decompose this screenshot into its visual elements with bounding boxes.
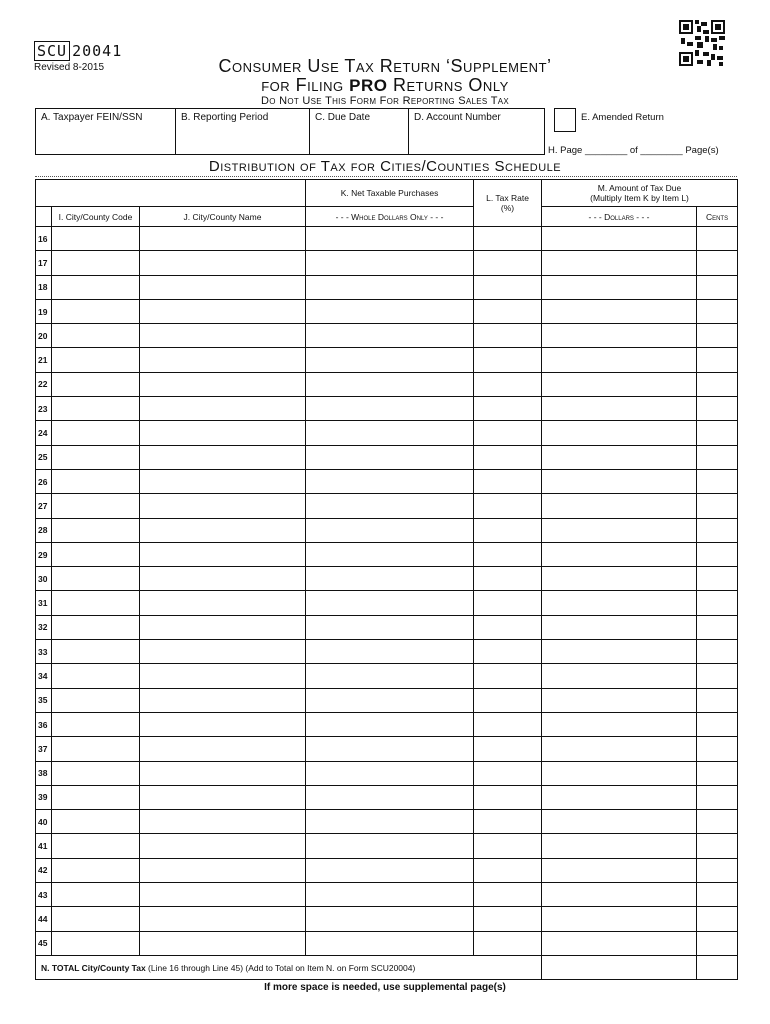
tax-due-cents-input[interactable] xyxy=(697,858,738,882)
line-number: 17 xyxy=(36,251,52,275)
tax-due-dollars-input[interactable] xyxy=(542,518,697,542)
footer-note: If more space is needed, use supplemental page(s) xyxy=(264,982,506,993)
line-number: 32 xyxy=(36,615,52,639)
city-county-code-input[interactable] xyxy=(52,299,140,323)
city-county-name-input[interactable] xyxy=(140,785,306,809)
table-row xyxy=(36,883,738,907)
tax-due-cents-input[interactable] xyxy=(697,640,738,664)
subtitle-post: Returns Only xyxy=(387,75,509,95)
table-row xyxy=(36,324,738,348)
tax-due-dollars-input[interactable] xyxy=(542,737,697,761)
tax-due-cents-input[interactable] xyxy=(697,251,738,275)
line-number: 45 xyxy=(36,931,52,955)
col-k-sub-header: - - - Whole Dollars Only - - - xyxy=(306,207,474,227)
city-county-code-input[interactable] xyxy=(52,469,140,493)
reporting-period-field[interactable]: B. Reporting Period xyxy=(176,109,310,154)
line-number: 35 xyxy=(36,688,52,712)
city-county-code-input[interactable] xyxy=(52,761,140,785)
table-row xyxy=(36,737,738,761)
distribution-table xyxy=(35,179,738,980)
net-taxable-purchases-input[interactable] xyxy=(306,688,474,712)
tax-rate-input[interactable] xyxy=(474,275,542,299)
line-number: 31 xyxy=(36,591,52,615)
tax-rate-input[interactable] xyxy=(474,494,542,518)
total-label xyxy=(36,955,542,979)
tax-rate-input[interactable] xyxy=(474,469,542,493)
tax-due-dollars-input[interactable] xyxy=(542,907,697,931)
tax-due-dollars-input[interactable] xyxy=(542,931,697,955)
tax-due-dollars-input[interactable] xyxy=(542,761,697,785)
due-date-field[interactable]: C. Due Date xyxy=(310,109,409,154)
city-county-code-input[interactable] xyxy=(52,275,140,299)
net-taxable-purchases-input[interactable] xyxy=(306,227,474,251)
table-row xyxy=(36,907,738,931)
tax-rate-input[interactable] xyxy=(474,688,542,712)
tax-due-dollars-input[interactable] xyxy=(542,785,697,809)
net-taxable-purchases-input[interactable] xyxy=(306,712,474,736)
line-number: 27 xyxy=(36,494,52,518)
net-taxable-purchases-input[interactable] xyxy=(306,834,474,858)
line-number: 28 xyxy=(36,518,52,542)
city-county-code-input[interactable] xyxy=(52,348,140,372)
tax-rate-input[interactable] xyxy=(474,883,542,907)
city-county-code-input[interactable] xyxy=(52,324,140,348)
table-row xyxy=(36,761,738,785)
city-county-name-input[interactable] xyxy=(140,372,306,396)
table-row xyxy=(36,567,738,591)
city-county-name-input[interactable] xyxy=(140,421,306,445)
line-number: 33 xyxy=(36,640,52,664)
tax-rate-input[interactable] xyxy=(474,810,542,834)
tax-due-dollars-input[interactable] xyxy=(542,227,697,251)
table-row xyxy=(36,469,738,493)
line-number: 25 xyxy=(36,445,52,469)
table-row xyxy=(36,858,738,882)
table-row xyxy=(36,227,738,251)
col-m-sub: (Multiply Item K by Item L) xyxy=(590,193,689,203)
tax-rate-input[interactable] xyxy=(474,615,542,639)
net-taxable-purchases-input[interactable] xyxy=(306,761,474,785)
tax-rate-input[interactable] xyxy=(474,907,542,931)
net-taxable-purchases-input[interactable] xyxy=(306,397,474,421)
net-taxable-purchases-input[interactable] xyxy=(306,494,474,518)
tax-due-cents-input[interactable] xyxy=(697,761,738,785)
tax-due-dollars-input[interactable] xyxy=(542,858,697,882)
total-row xyxy=(36,955,738,979)
tax-due-cents-input[interactable] xyxy=(697,664,738,688)
line-number: 42 xyxy=(36,858,52,882)
tax-due-cents-input[interactable] xyxy=(697,348,738,372)
table-row xyxy=(36,785,738,809)
tax-due-dollars-input[interactable] xyxy=(542,469,697,493)
tax-rate-input[interactable] xyxy=(474,591,542,615)
net-taxable-purchases-input[interactable] xyxy=(306,931,474,955)
city-county-code-input[interactable] xyxy=(52,737,140,761)
line-number: 43 xyxy=(36,883,52,907)
tax-rate-input[interactable] xyxy=(474,834,542,858)
city-county-name-input[interactable] xyxy=(140,858,306,882)
tax-due-dollars-input[interactable] xyxy=(542,542,697,566)
city-county-name-input[interactable] xyxy=(140,737,306,761)
tax-due-dollars-input[interactable] xyxy=(542,421,697,445)
table-row xyxy=(36,518,738,542)
line-number: 37 xyxy=(36,737,52,761)
table-row xyxy=(36,251,738,275)
qr-code-icon xyxy=(679,20,725,66)
city-county-name-input[interactable] xyxy=(140,688,306,712)
table-row xyxy=(36,931,738,955)
table-row xyxy=(36,494,738,518)
city-county-code-input[interactable] xyxy=(52,858,140,882)
city-county-name-input[interactable] xyxy=(140,640,306,664)
tax-due-cents-input[interactable] xyxy=(697,591,738,615)
tax-rate-input[interactable] xyxy=(474,227,542,251)
city-county-code-input[interactable] xyxy=(52,421,140,445)
table-row xyxy=(36,640,738,664)
city-county-code-input[interactable] xyxy=(52,712,140,736)
net-taxable-purchases-input[interactable] xyxy=(306,640,474,664)
tax-rate-input[interactable] xyxy=(474,542,542,566)
line-number: 29 xyxy=(36,542,52,566)
tax-due-dollars-input[interactable] xyxy=(542,615,697,639)
schedule-title: Distribution of Tax for Cities/Counties Schedule xyxy=(208,158,562,175)
net-taxable-purchases-input[interactable] xyxy=(306,567,474,591)
city-county-name-input[interactable] xyxy=(140,348,306,372)
col-j-header: J. City/County Name xyxy=(140,207,306,227)
table-row xyxy=(36,445,738,469)
page-of-pages: H. Page ________ of ________ Page(s) xyxy=(548,145,719,156)
tax-due-dollars-input[interactable] xyxy=(542,688,697,712)
col-l-label: L. Tax Rate xyxy=(486,193,529,203)
taxpayer-fein-field[interactable]: A. Taxpayer FEIN/SSN xyxy=(36,109,176,154)
table-row xyxy=(36,664,738,688)
line-number: 21 xyxy=(36,348,52,372)
net-taxable-purchases-input[interactable] xyxy=(306,445,474,469)
form-subtitle xyxy=(150,75,620,96)
net-taxable-purchases-input[interactable] xyxy=(306,469,474,493)
tax-due-dollars-input[interactable] xyxy=(542,640,697,664)
line-number: 40 xyxy=(36,810,52,834)
tax-due-cents-input[interactable] xyxy=(697,688,738,712)
amended-return-checkbox[interactable] xyxy=(554,108,576,132)
city-county-code-input[interactable] xyxy=(52,445,140,469)
header-blank xyxy=(36,180,306,207)
table-row xyxy=(36,591,738,615)
table-row xyxy=(36,348,738,372)
total-label-rest: (Line 16 through Line 45) (Add to Total on Item N. on Form SCU20004) xyxy=(145,962,416,973)
tax-due-dollars-input[interactable] xyxy=(542,567,697,591)
city-county-name-input[interactable] xyxy=(140,324,306,348)
tax-rate-input[interactable] xyxy=(474,567,542,591)
line-number: 30 xyxy=(36,567,52,591)
tax-due-cents-input[interactable] xyxy=(697,227,738,251)
line-number: 19 xyxy=(36,299,52,323)
line-number: 23 xyxy=(36,397,52,421)
tax-due-dollars-input[interactable] xyxy=(542,810,697,834)
col-m-cents-header: Cents xyxy=(697,207,738,227)
tax-due-dollars-input[interactable] xyxy=(542,591,697,615)
line-number: 36 xyxy=(36,712,52,736)
city-county-code-input[interactable] xyxy=(52,494,140,518)
table-row xyxy=(36,810,738,834)
tax-due-cents-input[interactable] xyxy=(697,810,738,834)
tax-due-dollars-input[interactable] xyxy=(542,664,697,688)
tax-rate-input[interactable] xyxy=(474,785,542,809)
tax-due-dollars-input[interactable] xyxy=(542,372,697,396)
net-taxable-purchases-input[interactable] xyxy=(306,591,474,615)
tax-rate-input[interactable] xyxy=(474,664,542,688)
net-taxable-purchases-input[interactable] xyxy=(306,251,474,275)
table-row xyxy=(36,397,738,421)
city-county-name-input[interactable] xyxy=(140,494,306,518)
tax-rate-input[interactable] xyxy=(474,421,542,445)
city-county-name-input[interactable] xyxy=(140,907,306,931)
tax-due-cents-input[interactable] xyxy=(697,883,738,907)
tax-due-cents-input[interactable] xyxy=(697,324,738,348)
line-number: 38 xyxy=(36,761,52,785)
table-row xyxy=(36,275,738,299)
net-taxable-purchases-input[interactable] xyxy=(306,785,474,809)
col-m-label: M. Amount of Tax Due xyxy=(597,183,682,193)
col-l-header xyxy=(474,180,542,227)
tax-due-dollars-input[interactable] xyxy=(542,834,697,858)
revised-date: Revised 8-2015 xyxy=(34,62,105,73)
city-county-code-input[interactable] xyxy=(52,688,140,712)
net-taxable-purchases-input[interactable] xyxy=(306,858,474,882)
net-taxable-purchases-input[interactable] xyxy=(306,324,474,348)
col-i-header: I. City/County Code xyxy=(52,207,140,227)
subtitle-pro: PRO xyxy=(349,76,388,95)
city-county-code-input[interactable] xyxy=(52,591,140,615)
tax-due-dollars-input[interactable] xyxy=(542,494,697,518)
line-number: 34 xyxy=(36,664,52,688)
tax-rate-input[interactable] xyxy=(474,712,542,736)
net-taxable-purchases-input[interactable] xyxy=(306,615,474,639)
line-number: 44 xyxy=(36,907,52,931)
table-row xyxy=(36,834,738,858)
net-taxable-purchases-input[interactable] xyxy=(306,883,474,907)
city-county-name-input[interactable] xyxy=(140,810,306,834)
tax-due-dollars-input[interactable] xyxy=(542,445,697,469)
line-number: 41 xyxy=(36,834,52,858)
city-county-code-input[interactable] xyxy=(52,810,140,834)
tax-rate-input[interactable] xyxy=(474,251,542,275)
tax-due-cents-input[interactable] xyxy=(697,712,738,736)
tax-due-cents-input[interactable] xyxy=(697,372,738,396)
line-number: 24 xyxy=(36,421,52,445)
city-county-name-input[interactable] xyxy=(140,712,306,736)
tax-rate-input[interactable] xyxy=(474,445,542,469)
net-taxable-purchases-input[interactable] xyxy=(306,737,474,761)
city-county-code-input[interactable] xyxy=(52,785,140,809)
form-id xyxy=(34,42,122,60)
total-cents-input[interactable] xyxy=(697,955,738,979)
table-row xyxy=(36,712,738,736)
city-county-name-input[interactable] xyxy=(140,761,306,785)
tax-due-dollars-input[interactable] xyxy=(542,299,697,323)
city-county-name-input[interactable] xyxy=(140,251,306,275)
city-county-code-input[interactable] xyxy=(52,834,140,858)
tax-due-cents-input[interactable] xyxy=(697,494,738,518)
net-taxable-purchases-input[interactable] xyxy=(306,907,474,931)
tax-due-cents-input[interactable] xyxy=(697,737,738,761)
account-number-field[interactable]: D. Account Number xyxy=(414,112,501,123)
city-county-name-input[interactable] xyxy=(140,542,306,566)
city-county-name-input[interactable] xyxy=(140,397,306,421)
city-county-code-input[interactable] xyxy=(52,542,140,566)
table-row xyxy=(36,372,738,396)
col-m-dollars-header: - - - Dollars - - - xyxy=(542,207,697,227)
city-county-code-input[interactable] xyxy=(52,640,140,664)
city-county-name-input[interactable] xyxy=(140,227,306,251)
tax-rate-input[interactable] xyxy=(474,518,542,542)
amended-return-label: E. Amended Return xyxy=(581,112,664,123)
city-county-code-input[interactable] xyxy=(52,372,140,396)
tax-rate-input[interactable] xyxy=(474,299,542,323)
tax-due-cents-input[interactable] xyxy=(697,834,738,858)
tax-rate-input[interactable] xyxy=(474,640,542,664)
city-county-name-input[interactable] xyxy=(140,567,306,591)
city-county-code-input[interactable] xyxy=(52,931,140,955)
city-county-name-input[interactable] xyxy=(140,299,306,323)
city-county-code-input[interactable] xyxy=(52,397,140,421)
city-county-name-input[interactable] xyxy=(140,931,306,955)
city-county-name-input[interactable] xyxy=(140,883,306,907)
col-m-header xyxy=(542,180,738,207)
line-number: 26 xyxy=(36,469,52,493)
table-row xyxy=(36,688,738,712)
line-number: 20 xyxy=(36,324,52,348)
net-taxable-purchases-input[interactable] xyxy=(306,664,474,688)
tax-due-dollars-input[interactable] xyxy=(542,883,697,907)
tax-due-cents-input[interactable] xyxy=(697,567,738,591)
tax-due-cents-input[interactable] xyxy=(697,542,738,566)
tax-due-dollars-input[interactable] xyxy=(542,324,697,348)
city-county-code-input[interactable] xyxy=(52,907,140,931)
city-county-code-input[interactable] xyxy=(52,227,140,251)
tax-due-cents-input[interactable] xyxy=(697,275,738,299)
tax-due-cents-input[interactable] xyxy=(697,445,738,469)
total-label-bold: N. TOTAL City/County Tax xyxy=(41,962,146,973)
line-number: 22 xyxy=(36,372,52,396)
net-taxable-purchases-input[interactable] xyxy=(306,542,474,566)
tax-due-dollars-input[interactable] xyxy=(542,275,697,299)
city-county-code-input[interactable] xyxy=(52,883,140,907)
net-taxable-purchases-input[interactable] xyxy=(306,372,474,396)
city-county-name-input[interactable] xyxy=(140,445,306,469)
city-county-name-input[interactable] xyxy=(140,275,306,299)
tax-rate-input[interactable] xyxy=(474,348,542,372)
tax-rate-input[interactable] xyxy=(474,737,542,761)
form-notice: Do Not Use This Form For Reporting Sales Tax xyxy=(260,95,509,107)
line-number: 16 xyxy=(36,227,52,251)
subtitle-pre: for Filing xyxy=(261,75,350,95)
tax-due-dollars-input[interactable] xyxy=(542,397,697,421)
header-num-blank xyxy=(36,207,52,227)
table-row xyxy=(36,299,738,323)
net-taxable-purchases-input[interactable] xyxy=(306,348,474,372)
city-county-code-input[interactable] xyxy=(52,518,140,542)
city-county-name-input[interactable] xyxy=(140,664,306,688)
city-county-code-input[interactable] xyxy=(52,615,140,639)
city-county-name-input[interactable] xyxy=(140,615,306,639)
tax-due-cents-input[interactable] xyxy=(697,518,738,542)
tax-rate-input[interactable] xyxy=(474,372,542,396)
tax-due-cents-input[interactable] xyxy=(697,615,738,639)
city-county-code-input[interactable] xyxy=(52,664,140,688)
form-number: 20041 xyxy=(72,42,123,60)
city-county-name-input[interactable] xyxy=(140,469,306,493)
col-l-sub: (%) xyxy=(500,203,515,213)
tax-rate-input[interactable] xyxy=(474,761,542,785)
table-row xyxy=(36,542,738,566)
tax-due-cents-input[interactable] xyxy=(697,469,738,493)
city-county-name-input[interactable] xyxy=(140,591,306,615)
tax-due-dollars-input[interactable] xyxy=(542,251,697,275)
form-title: Consumer Use Tax Return ‘Supplement’ xyxy=(218,56,552,76)
tax-due-cents-input[interactable] xyxy=(697,785,738,809)
net-taxable-purchases-input[interactable] xyxy=(306,810,474,834)
tax-rate-input[interactable] xyxy=(474,858,542,882)
city-county-name-input[interactable] xyxy=(140,518,306,542)
net-taxable-purchases-input[interactable] xyxy=(306,518,474,542)
net-taxable-purchases-input[interactable] xyxy=(306,421,474,445)
tax-rate-input[interactable] xyxy=(474,324,542,348)
net-taxable-purchases-input[interactable] xyxy=(306,299,474,323)
table-row xyxy=(36,421,738,445)
col-k-header: K. Net Taxable Purchases xyxy=(306,180,474,207)
tax-due-dollars-input[interactable] xyxy=(542,712,697,736)
city-county-code-input[interactable] xyxy=(52,251,140,275)
tax-rate-input[interactable] xyxy=(474,397,542,421)
form-prefix: SCU xyxy=(34,41,70,61)
table-row xyxy=(36,615,738,639)
taxpayer-info-box xyxy=(35,108,545,155)
tax-due-cents-input[interactable] xyxy=(697,931,738,955)
schedule-divider xyxy=(35,176,737,177)
tax-due-dollars-input[interactable] xyxy=(542,348,697,372)
tax-due-cents-input[interactable] xyxy=(697,299,738,323)
tax-due-cents-input[interactable] xyxy=(697,907,738,931)
city-county-code-input[interactable] xyxy=(52,567,140,591)
net-taxable-purchases-input[interactable] xyxy=(306,275,474,299)
tax-due-cents-input[interactable] xyxy=(697,421,738,445)
city-county-name-input[interactable] xyxy=(140,834,306,858)
line-number: 18 xyxy=(36,275,52,299)
total-dollars-input[interactable] xyxy=(542,955,697,979)
line-number: 39 xyxy=(36,785,52,809)
tax-rate-input[interactable] xyxy=(474,931,542,955)
tax-due-cents-input[interactable] xyxy=(697,397,738,421)
